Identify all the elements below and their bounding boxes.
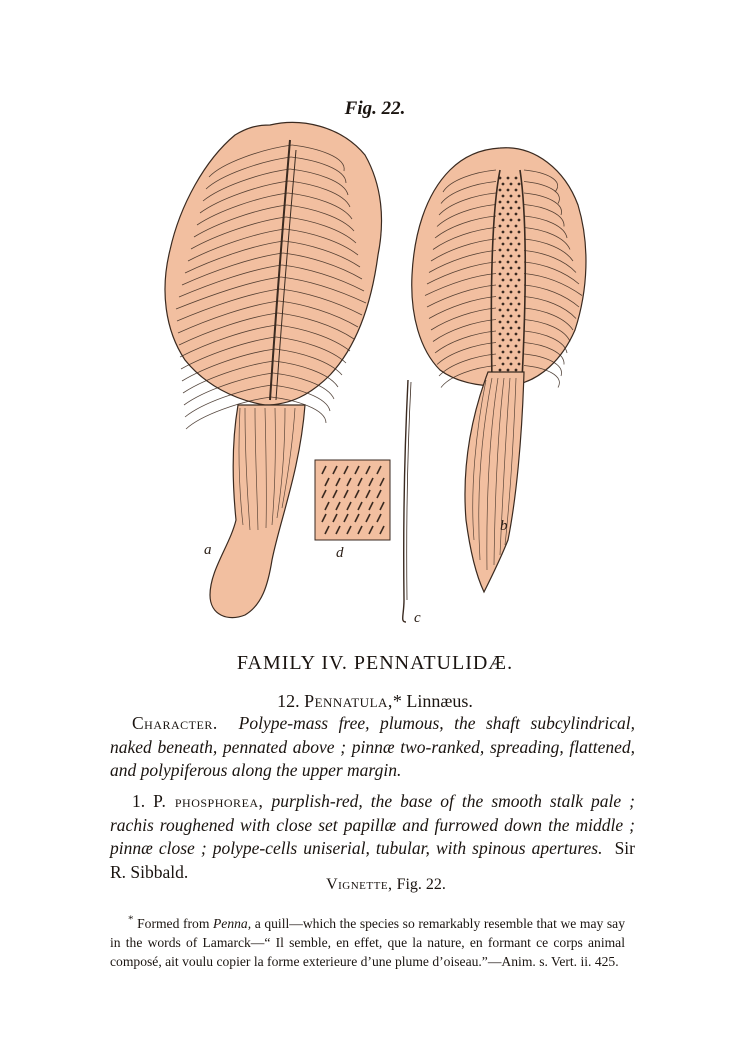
papilla-dot: [507, 345, 510, 348]
papilla-dot: [510, 339, 513, 342]
detail-c: [403, 380, 421, 626]
papilla-dot: [502, 183, 505, 186]
papilla-dot: [518, 315, 521, 318]
papilla-dot: [507, 261, 510, 264]
genus-mark: *: [392, 691, 402, 711]
papilla-dot: [518, 339, 521, 342]
specimen-b: [412, 148, 586, 592]
letter-a: a: [204, 542, 212, 558]
papilla-dot: [518, 183, 521, 186]
papilla-dot: [510, 351, 513, 354]
figure-label: Fig. 22.: [344, 98, 406, 119]
papilla-dot: [515, 285, 518, 288]
vignette-ref: Fig. 22.: [396, 876, 446, 893]
papilla-dot: [507, 225, 510, 228]
papilla-dot: [502, 327, 505, 330]
papilla-dot: [502, 279, 505, 282]
papilla-dot: [507, 333, 510, 336]
papilla-dot: [518, 363, 521, 366]
papilla-dot: [518, 243, 521, 246]
specimen-b-feather: [412, 148, 586, 386]
papilla-dot: [502, 255, 505, 258]
papilla-dot: [499, 345, 502, 348]
papilla-dot: [499, 177, 502, 180]
papilla-dot: [510, 279, 513, 282]
character-text: Polype-mass free, plumous, the shaft subcylindrical, naked beneath, pennated above ; pinnæ two-ranked, spreading, flattened, and polypiferous along the upper margin.: [110, 713, 635, 780]
papilla-dot: [518, 327, 521, 330]
species-number: 1.: [132, 791, 146, 811]
papilla-dot: [502, 339, 505, 342]
papilla-dot: [515, 309, 518, 312]
papilla-dot: [518, 303, 521, 306]
papilla-dot: [515, 237, 518, 240]
papilla-dot: [499, 249, 502, 252]
papilla-dot: [499, 225, 502, 228]
papilla-dot: [515, 273, 518, 276]
papilla-dot: [502, 231, 505, 234]
papilla-dot: [510, 267, 513, 270]
papilla-dot: [515, 189, 518, 192]
species-text: purplish-red, the base of the smooth stalk pale ; rachis roughened with close set papillæ and furrowed down the middle ; pinnæ close ; polype-cells uniserial, tubular, with spinous apertures.: [110, 791, 636, 858]
papilla-dot: [518, 351, 521, 354]
papilla-dot: [515, 201, 518, 204]
papilla-dot: [515, 177, 518, 180]
family-heading: FAMILY IV. PENNATULIDÆ.: [236, 652, 514, 674]
papilla-dot: [518, 207, 521, 210]
papilla-dot: [515, 249, 518, 252]
papilla-dot: [510, 219, 513, 222]
papilla-dot: [510, 303, 513, 306]
character-paragraph: [110, 712, 635, 783]
character-label: Character.: [132, 713, 218, 733]
papilla-dot: [507, 309, 510, 312]
papilla-dot: [502, 363, 505, 366]
papilla-dot: [510, 243, 513, 246]
papilla-dot: [507, 249, 510, 252]
papilla-dot: [499, 261, 502, 264]
papilla-dot: [515, 345, 518, 348]
papilla-dot: [507, 321, 510, 324]
papilla-dot: [510, 195, 513, 198]
genus-authority: Linnæus.: [406, 691, 473, 711]
papilla-dot: [518, 219, 521, 222]
papilla-dot: [502, 207, 505, 210]
letter-d: d: [336, 545, 344, 561]
papilla-dot: [507, 189, 510, 192]
species-name: P. phosphorea,: [153, 791, 264, 811]
genus-heading: [0, 691, 750, 712]
letter-b: b: [500, 518, 508, 534]
papilla-dot: [502, 267, 505, 270]
papilla-dot: [510, 231, 513, 234]
papilla-dot: [518, 267, 521, 270]
papilla-dot: [499, 285, 502, 288]
papilla-dot: [515, 333, 518, 336]
papilla-dot: [507, 273, 510, 276]
papilla-dot: [499, 273, 502, 276]
papilla-dot: [499, 369, 502, 372]
vignette-reference: [0, 876, 750, 894]
papilla-dot: [507, 297, 510, 300]
footnote-lead: Formed from: [137, 916, 210, 931]
papilla-dot: [499, 333, 502, 336]
papilla-dot: [507, 237, 510, 240]
letter-c: c: [414, 610, 421, 626]
papilla-dot: [518, 195, 521, 198]
vignette-label: Vignette,: [326, 876, 393, 893]
papilla-dot: [499, 321, 502, 324]
papilla-dot: [499, 189, 502, 192]
papilla-dot: [510, 255, 513, 258]
papilla-dot: [502, 195, 505, 198]
papilla-dot: [518, 291, 521, 294]
papilla-dot: [515, 261, 518, 264]
papilla-dot: [510, 291, 513, 294]
papilla-dot: [502, 219, 505, 222]
papilla-dot: [510, 315, 513, 318]
papilla-dot: [515, 225, 518, 228]
papilla-dot: [507, 285, 510, 288]
papilla-dot: [502, 291, 505, 294]
papilla-dot: [502, 351, 505, 354]
papilla-dot: [502, 303, 505, 306]
detail-d: [315, 460, 390, 561]
footnote: [110, 915, 625, 971]
papilla-dot: [499, 309, 502, 312]
papilla-dot: [507, 177, 510, 180]
footnote-mark: *: [128, 913, 134, 926]
papilla-dot: [507, 213, 510, 216]
papilla-dot: [515, 369, 518, 372]
papilla-dot: [510, 183, 513, 186]
species-authority: Sir R. Sibbald.: [110, 838, 635, 882]
papilla-dot: [515, 297, 518, 300]
papilla-dot: [507, 357, 510, 360]
genus-name: Pennatula,: [304, 691, 393, 711]
genus-number: 12.: [277, 691, 300, 711]
specimen-a: [165, 123, 382, 618]
papilla-dot: [518, 231, 521, 234]
papilla-dot: [499, 237, 502, 240]
papilla-dot: [502, 243, 505, 246]
papilla-dot: [499, 213, 502, 216]
papilla-dot: [510, 207, 513, 210]
papilla-dot: [518, 279, 521, 282]
papilla-dot: [499, 201, 502, 204]
papilla-dot: [518, 255, 521, 258]
papilla-dot: [510, 327, 513, 330]
papilla-dot: [515, 357, 518, 360]
papilla-dot: [499, 297, 502, 300]
papilla-dot: [507, 369, 510, 372]
papilla-dot: [499, 357, 502, 360]
footnote-word: Penna,: [212, 916, 252, 931]
papilla-dot: [507, 201, 510, 204]
species-paragraph: [110, 790, 635, 884]
papilla-dot: [515, 321, 518, 324]
papilla-dot: [515, 213, 518, 216]
papilla-dot: [502, 315, 505, 318]
footnote-text: a quill—which the species so remarkably resemble that we may say in the words of Lamarck—“ Il semble, en effet, que la nature, en formant ce corps animal composé, ait voulu copier la forme exterieure d’une plume d’oiseau.”—Anim. s. Vert. ii. 425.: [110, 916, 625, 969]
papilla-dot: [510, 363, 513, 366]
